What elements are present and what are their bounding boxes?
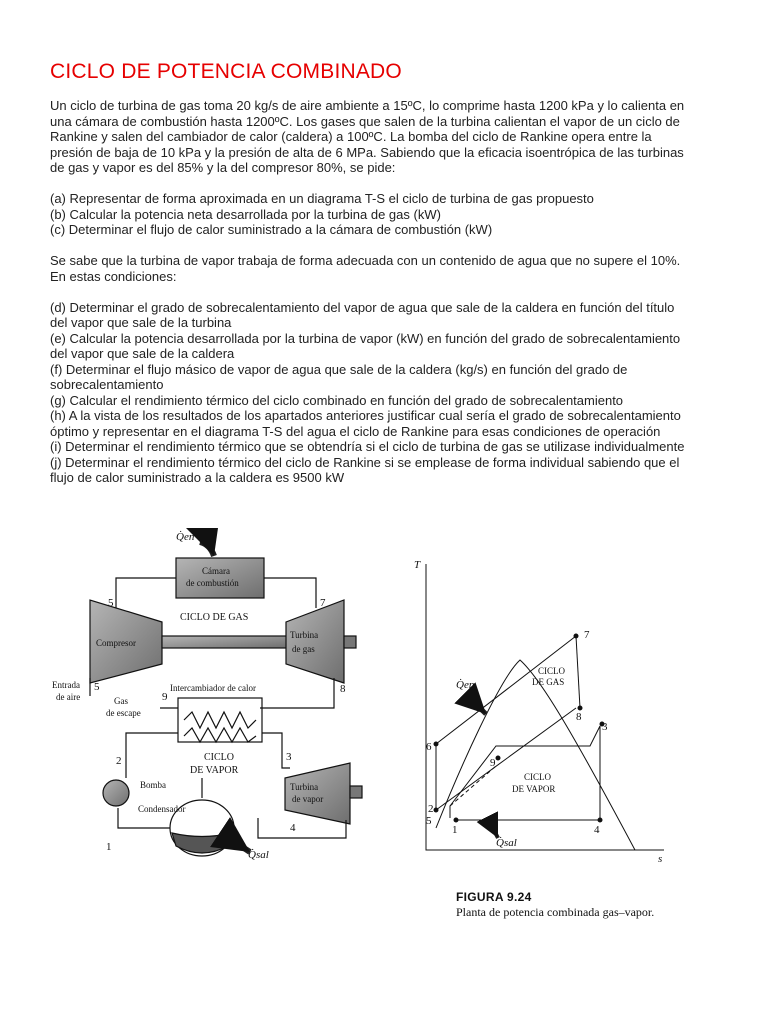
heat-in-arrow [200, 542, 214, 556]
chamber-label: Cámara [202, 566, 230, 576]
problem-statement [50, 98, 722, 486]
ts-node-6: 6 [426, 741, 432, 753]
ts-node-3: 3 [602, 721, 608, 733]
ts-gas-label: DE GAS [532, 677, 565, 687]
node-2: 2 [116, 755, 122, 767]
question-line: sobrecalentamiento [50, 377, 164, 392]
node-5: 5 [94, 681, 100, 693]
intro-line: de gas y vapor es del 85% y la del compresor 80%, se pide: [50, 160, 396, 175]
node-7: 7 [320, 597, 326, 609]
middle-line: En estas condiciones: [50, 268, 177, 284]
air-inlet-label: Entrada [52, 680, 80, 690]
ts-node-9: 9 [490, 757, 496, 769]
question-line: (d) Determinar el grado de sobrecalentamiento del vapor de agua que sale de la caldera en función del título [50, 299, 675, 315]
question-line: del vapor que sale de la caldera [50, 346, 235, 361]
ts-diagram [426, 564, 664, 850]
condenser-label: Condensador [138, 804, 186, 814]
intro-line: Rankine y salen del cambiador de calor (caldera) a 100ºC. La bomba del ciclo de Rankine opera entre la [50, 129, 652, 144]
ts-node-2: 2 [428, 803, 434, 815]
node-4: 4 [290, 822, 296, 834]
question-line: óptimo y representar en el diagrama T-S del agua el ciclo de Rankine para esas condiciones de operación [50, 423, 661, 439]
question-line: (f) Determinar el flujo másico de vapor de agua que sale de la caldera (kg/s) en función del grado de [50, 361, 628, 377]
ts-heat-in-arrow [468, 698, 486, 714]
ts-vapor-label: DE VAPOR [512, 784, 556, 794]
shaft [162, 636, 287, 648]
heat-out-arrow [230, 840, 250, 852]
ts-axes [426, 564, 664, 850]
ts-q-sal: Q̇sal [496, 837, 517, 849]
question-line: (b) Calcular la potencia neta desarrollada por la turbina de gas (kW) [50, 206, 441, 222]
exhaust-label: de escape [106, 708, 141, 718]
question-line: (e) Calcular la potencia desarrollada por la turbina de vapor (kW) en función del grado de sobrecalentamiento [50, 330, 681, 346]
ts-gas-label: CICLO [538, 666, 565, 676]
intro-line: presión de baja de 10 kPa y la presión de alta de 6 MPa. Sabiendo que la eficacia isoentrópica de las turbinas [50, 144, 684, 160]
ts-heat-out-arrow [490, 824, 498, 838]
node-3: 3 [286, 751, 292, 763]
question-line: (a) Representar de forma aproximada en un diagrama T-S el ciclo de turbina de gas propuesto [50, 191, 594, 206]
q-sal-label: Q̇sal [248, 849, 269, 861]
ts-labels [414, 559, 662, 865]
steam-turbine-label: de vapor [292, 794, 324, 804]
chamber-label: de combustión [186, 578, 239, 588]
air-inlet-label: de aire [56, 692, 81, 702]
plant-schematic [90, 542, 362, 856]
ts-axis-t: T [414, 559, 421, 571]
intro-line: Un ciclo de turbina de gas toma 20 kg/s de aire ambiente a 15ºC, lo comprime hasta 1200 kPa y lo calienta en [50, 98, 685, 113]
combined-cycle-figure [50, 528, 722, 928]
ts-node-8: 8 [576, 711, 582, 723]
node-1: 1 [106, 841, 112, 853]
gas-cycle-label: CICLO DE GAS [180, 612, 249, 623]
question-line: (h) A la vista de los resultados de los apartados anteriores justificar cual sería el grado de sobrecalentamiento [50, 408, 681, 423]
question-line: flujo de calor suministrado a la caldera es 9500 kW [50, 470, 345, 485]
question-line: del vapor que sale de la turbina [50, 315, 232, 330]
ts-node-7: 7 [584, 629, 590, 641]
question-line: (c) Determinar el flujo de calor suministrado a la cámara de combustión (kW) [50, 222, 493, 237]
middle-line: Se sabe que la turbina de vapor trabaja de forma adecuada con un contenido de agua que no supere el 10%. [50, 253, 681, 268]
exhaust-label: Gas [114, 696, 128, 706]
node-6: 5 [108, 597, 114, 609]
figure-number: FIGURA 9.24 [456, 890, 532, 904]
gas-line-lower [436, 708, 576, 810]
ts-vapor-label: CICLO [524, 772, 551, 782]
steam-turbine-label: Turbina [290, 782, 319, 792]
ts-q-en: Q̇en [456, 679, 475, 691]
node-9: 9 [162, 691, 168, 703]
ts-node-5: 5 [426, 815, 432, 827]
figure-caption [456, 890, 654, 920]
question-line: (g) Calcular el rendimiento térmico del ciclo combinado en función del grado de sobrecalentamiento [50, 392, 624, 408]
pump [103, 780, 129, 806]
pump-label: Bomba [140, 780, 166, 790]
ts-node-1: 1 [452, 824, 458, 836]
question-line: (i) Determinar el rendimiento térmico que se obtendría si el ciclo de turbina de gas se utilizase individualmente [50, 439, 685, 454]
ts-node-4: 4 [594, 824, 600, 836]
gas-turbine [286, 600, 344, 683]
compressor-label: Compresor [96, 638, 136, 648]
intro-line: una cámara de combustión hasta 1200ºC. Los gases que salen de la turbina calientan el vapor de un ciclo de [50, 113, 680, 129]
gas-turbine-label: Turbina [290, 630, 319, 640]
q-en-label: Q̇en [176, 531, 195, 543]
vapor-cycle-label: DE VAPOR [190, 765, 239, 776]
question-line: (j) Determinar el rendimiento térmico del ciclo de Rankine si se emplease de forma individual sabiendo que el [50, 454, 680, 470]
node-8: 8 [340, 683, 346, 695]
heat-exchanger-label: Intercambiador de calor [170, 683, 256, 693]
ts-axis-s: s [658, 853, 663, 865]
gas-turbine-label: de gas [292, 644, 315, 654]
page-title: CICLO DE POTENCIA COMBINADO [50, 60, 402, 83]
figure-caption-text: Planta de potencia combinada gas–vapor. [456, 905, 655, 919]
vapor-cycle-label: CICLO [204, 752, 234, 763]
